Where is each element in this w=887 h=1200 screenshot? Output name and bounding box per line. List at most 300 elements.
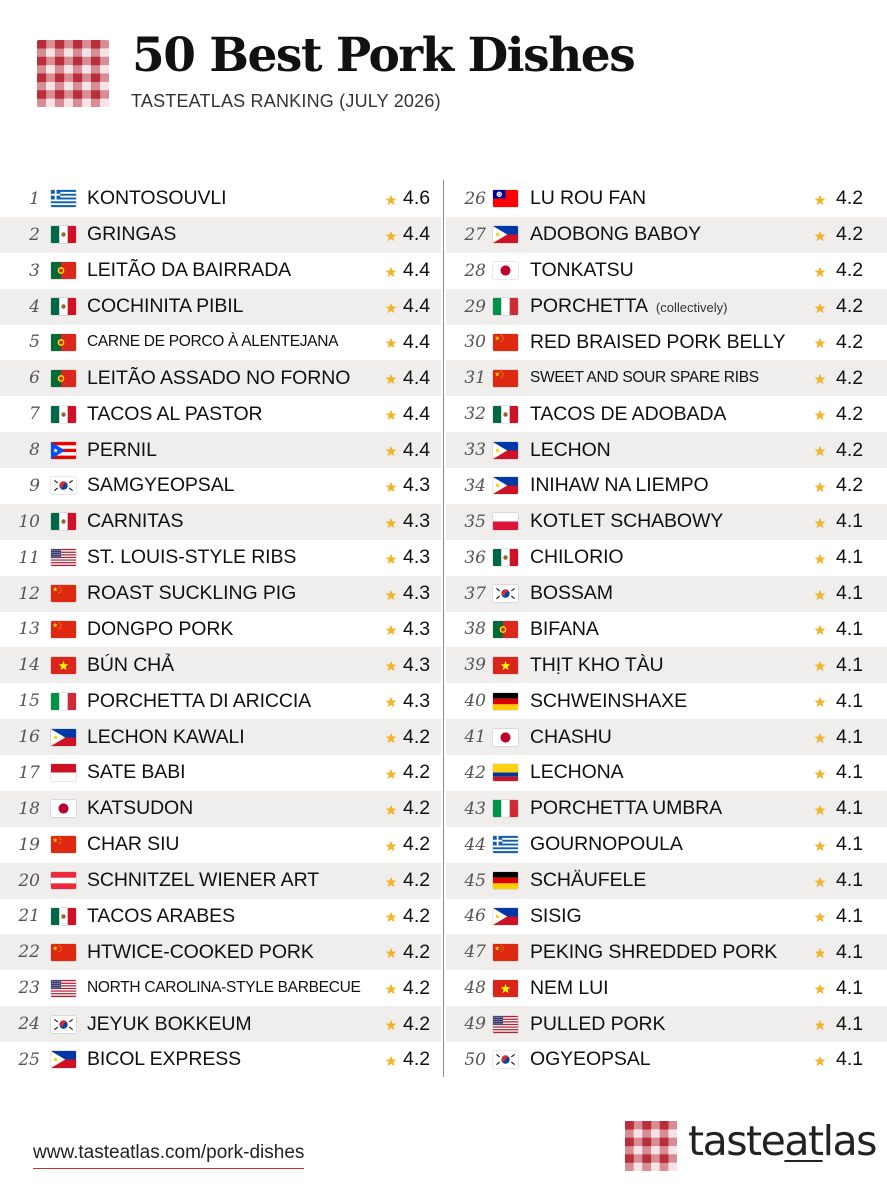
rank-number: 27 bbox=[464, 224, 486, 245]
ranking-row[interactable] bbox=[446, 504, 887, 540]
rank-number: 42 bbox=[464, 762, 486, 783]
dish-name[interactable] bbox=[87, 333, 338, 351]
rating-value: 4.1 bbox=[836, 617, 864, 640]
star-icon bbox=[814, 839, 826, 851]
ranking-row[interactable] bbox=[446, 360, 887, 396]
ranking-row[interactable] bbox=[446, 719, 887, 755]
dish-name[interactable] bbox=[530, 403, 726, 426]
star-icon bbox=[385, 408, 397, 420]
rank-number: 49 bbox=[464, 1014, 486, 1035]
ranking-row[interactable] bbox=[446, 683, 887, 719]
rating-value: 4.3 bbox=[403, 510, 431, 533]
rating-value: 4.1 bbox=[836, 976, 864, 999]
philippines-flag-icon bbox=[493, 908, 518, 925]
star-icon bbox=[814, 731, 826, 743]
mexico-flag-icon bbox=[493, 549, 518, 566]
rank-number: 44 bbox=[464, 834, 486, 855]
rank-number: 24 bbox=[18, 1014, 40, 1035]
rating-value: 4.2 bbox=[403, 904, 431, 927]
dish-name[interactable] bbox=[530, 474, 709, 497]
rating-value: 4.1 bbox=[836, 869, 864, 892]
dish-name-text: LU ROU FAN bbox=[530, 187, 647, 210]
dish-name[interactable] bbox=[530, 905, 582, 928]
dish-name[interactable] bbox=[530, 1048, 650, 1071]
rating-value: 4.4 bbox=[403, 438, 431, 461]
dish-name-text: LEITÃO DA BAIRRADA bbox=[87, 259, 292, 282]
dish-name-text: PORCHETTA bbox=[530, 295, 648, 318]
dish-name-text: RED BRAISED PORK BELLY bbox=[530, 330, 786, 353]
star-icon bbox=[385, 336, 397, 348]
mexico-flag-icon bbox=[493, 406, 518, 423]
dish-name-text: PEKING SHREDDED PORK bbox=[530, 940, 778, 963]
star-icon bbox=[385, 444, 397, 456]
dish-name-text: GRINGAS bbox=[87, 223, 177, 246]
ranking-row[interactable] bbox=[0, 468, 441, 504]
dish-name[interactable] bbox=[87, 187, 226, 210]
usa-flag-icon bbox=[51, 980, 76, 997]
japan-flag-icon bbox=[493, 729, 518, 746]
tablecloth-logo-icon bbox=[37, 40, 109, 107]
dish-name-text: CHASHU bbox=[530, 725, 612, 748]
dish-name[interactable] bbox=[530, 295, 727, 318]
dish-name[interactable] bbox=[530, 1013, 665, 1036]
dish-name-text: NORTH CAROLINA-STYLE BARBECUE bbox=[87, 979, 361, 997]
rank-number: 40 bbox=[464, 691, 486, 712]
ranking-row[interactable] bbox=[0, 970, 441, 1006]
ranking-row[interactable] bbox=[0, 612, 441, 648]
philippines-flag-icon bbox=[51, 729, 76, 746]
ranking-row[interactable] bbox=[446, 468, 887, 504]
dish-name[interactable] bbox=[87, 979, 361, 997]
rank-number: 9 bbox=[29, 475, 40, 496]
dish-name-text: OGYEOPSAL bbox=[530, 1048, 651, 1071]
dish-name-text: CARNITAS bbox=[87, 510, 184, 533]
ranking-row[interactable] bbox=[0, 253, 441, 289]
star-icon bbox=[385, 552, 397, 564]
dish-name[interactable] bbox=[87, 474, 234, 497]
dish-name[interactable] bbox=[530, 977, 608, 1000]
dish-name[interactable] bbox=[530, 833, 683, 856]
dish-name[interactable] bbox=[87, 797, 193, 820]
ranking-row[interactable] bbox=[446, 791, 887, 827]
dish-name[interactable] bbox=[530, 869, 646, 892]
dish-name[interactable] bbox=[530, 654, 664, 677]
germany-flag-icon bbox=[493, 693, 518, 710]
dish-name-text: SCHNITZEL WIENER ART bbox=[87, 869, 320, 892]
dish-name-text: KOTLET SCHABOWY bbox=[530, 510, 724, 533]
rank-number: 11 bbox=[18, 547, 40, 568]
rating-value: 4.4 bbox=[403, 259, 431, 282]
star-icon bbox=[385, 731, 397, 743]
rank-number: 48 bbox=[464, 978, 486, 999]
rating-value: 4.2 bbox=[403, 940, 431, 963]
rank-number: 15 bbox=[18, 691, 40, 712]
ranking-row[interactable] bbox=[0, 540, 441, 576]
dish-name[interactable] bbox=[530, 331, 785, 354]
star-icon bbox=[814, 516, 826, 528]
rating-value: 4.2 bbox=[403, 1012, 431, 1035]
mexico-flag-icon bbox=[51, 226, 76, 243]
greece-flag-icon bbox=[493, 836, 518, 853]
dish-name[interactable] bbox=[530, 259, 634, 282]
dish-name-text: SCHWEINSHAXE bbox=[530, 689, 687, 712]
ranking-row[interactable] bbox=[446, 325, 887, 361]
star-icon bbox=[814, 767, 826, 779]
star-icon bbox=[385, 372, 397, 384]
dish-name-text: SWEET AND SOUR SPARE RIBS bbox=[530, 369, 759, 387]
rating-value: 4.2 bbox=[836, 223, 864, 246]
ranking-row[interactable] bbox=[446, 1042, 887, 1078]
ranking-row[interactable] bbox=[0, 1042, 441, 1078]
dish-name-text: KATSUDON bbox=[87, 797, 194, 820]
rank-number: 50 bbox=[464, 1049, 486, 1070]
rating-value: 4.1 bbox=[836, 510, 864, 533]
rank-number: 16 bbox=[18, 727, 40, 748]
rating-value: 4.1 bbox=[836, 1048, 864, 1071]
portugal-flag-icon bbox=[51, 262, 76, 279]
star-icon bbox=[385, 839, 397, 851]
dish-name-text: CARNE DE PORCO À ALENTEJANA bbox=[87, 333, 339, 351]
dish-name-text: LECHONA bbox=[530, 761, 624, 784]
rank-number: 10 bbox=[18, 511, 40, 532]
dish-name[interactable] bbox=[87, 726, 245, 749]
star-icon bbox=[814, 875, 826, 887]
rank-number: 34 bbox=[464, 475, 486, 496]
dish-name[interactable] bbox=[530, 439, 611, 462]
dish-name[interactable] bbox=[87, 618, 233, 641]
star-icon bbox=[814, 229, 826, 241]
star-icon bbox=[814, 372, 826, 384]
dish-name[interactable] bbox=[87, 367, 350, 390]
star-icon bbox=[814, 946, 826, 958]
rank-number: 17 bbox=[18, 762, 40, 783]
rank-number: 8 bbox=[29, 440, 40, 461]
rank-number: 3 bbox=[29, 260, 40, 281]
greece-flag-icon bbox=[51, 190, 76, 207]
dish-name-text: TONKATSU bbox=[530, 259, 634, 282]
ranking-row[interactable] bbox=[0, 217, 441, 253]
rating-value: 4.2 bbox=[403, 761, 431, 784]
ranking-column-right bbox=[446, 181, 887, 1078]
star-icon bbox=[814, 444, 826, 456]
rank-number: 21 bbox=[18, 906, 40, 927]
ranking-row[interactable] bbox=[446, 540, 887, 576]
star-icon bbox=[814, 695, 826, 707]
rank-number: 39 bbox=[464, 655, 486, 676]
rank-number: 5 bbox=[29, 332, 40, 353]
rank-number: 23 bbox=[18, 978, 40, 999]
dish-name-text: PORCHETTA UMBRA bbox=[530, 797, 723, 820]
dish-name[interactable] bbox=[87, 439, 157, 462]
star-icon bbox=[814, 408, 826, 420]
dish-name-text: LECHON KAWALI bbox=[87, 725, 245, 748]
ranking-row[interactable] bbox=[446, 755, 887, 791]
ranking-row[interactable] bbox=[446, 612, 887, 648]
dish-name-text: CHILORIO bbox=[530, 546, 624, 569]
ranking-row[interactable] bbox=[0, 289, 441, 325]
ranking-row[interactable] bbox=[446, 934, 887, 970]
mexico-flag-icon bbox=[51, 513, 76, 530]
rank-number: 47 bbox=[464, 942, 486, 963]
dish-name-text: INIHAW NA LIEMPO bbox=[530, 474, 709, 497]
ranking-row[interactable] bbox=[0, 719, 441, 755]
dish-name-text: ST. LOUIS-STYLE RIBS bbox=[87, 546, 297, 569]
philippines-flag-icon bbox=[493, 442, 518, 459]
dish-name[interactable] bbox=[87, 654, 174, 677]
rating-value: 4.2 bbox=[403, 833, 431, 856]
star-icon bbox=[385, 623, 397, 635]
south-korea-flag-icon bbox=[51, 1016, 76, 1033]
puerto-rico-flag-icon bbox=[51, 442, 76, 459]
ranking-row[interactable] bbox=[446, 970, 887, 1006]
rating-value: 4.2 bbox=[403, 797, 431, 820]
star-icon bbox=[385, 982, 397, 994]
tasteatlas-logo-icon bbox=[625, 1121, 677, 1171]
ranking-row[interactable] bbox=[446, 899, 887, 935]
rank-number: 45 bbox=[464, 870, 486, 891]
star-icon bbox=[814, 803, 826, 815]
south-korea-flag-icon bbox=[493, 1051, 518, 1068]
rating-value: 4.4 bbox=[403, 330, 431, 353]
colombia-flag-icon bbox=[493, 764, 518, 781]
portugal-flag-icon bbox=[51, 334, 76, 351]
dish-name[interactable] bbox=[87, 582, 296, 605]
dish-name-text: COCHINITA PIBIL bbox=[87, 295, 244, 318]
ranking-column-left bbox=[0, 181, 441, 1078]
dish-name[interactable] bbox=[87, 546, 296, 569]
ranking-row[interactable] bbox=[0, 791, 441, 827]
dish-name[interactable] bbox=[530, 797, 722, 820]
dish-name-text: SISIG bbox=[530, 904, 582, 927]
star-icon bbox=[385, 695, 397, 707]
ranking-row[interactable] bbox=[446, 576, 887, 612]
rank-number: 19 bbox=[18, 834, 40, 855]
rank-number: 33 bbox=[464, 440, 486, 461]
usa-flag-icon bbox=[51, 549, 76, 566]
tasteatlas-wordmark bbox=[688, 1117, 876, 1165]
ranking-row[interactable] bbox=[0, 934, 441, 970]
rating-value: 4.1 bbox=[836, 546, 864, 569]
rating-value: 4.2 bbox=[836, 187, 864, 210]
star-icon bbox=[814, 1018, 826, 1030]
philippines-flag-icon bbox=[493, 477, 518, 494]
rank-number: 12 bbox=[18, 583, 40, 604]
star-icon bbox=[385, 193, 397, 205]
vietnam-flag-icon bbox=[493, 980, 518, 997]
rating-value: 4.2 bbox=[403, 1048, 431, 1071]
dish-name-text: LECHON bbox=[530, 438, 611, 461]
south-korea-flag-icon bbox=[51, 477, 76, 494]
dish-name[interactable] bbox=[87, 761, 185, 784]
rating-value: 4.4 bbox=[403, 223, 431, 246]
source-link[interactable]: www.tasteatlas.com/pork-dishes bbox=[33, 1142, 304, 1169]
dish-name-text: TACOS DE ADOBADA bbox=[530, 402, 727, 425]
rank-number: 4 bbox=[29, 296, 40, 317]
rating-value: 4.2 bbox=[836, 366, 864, 389]
dish-name-text: NEM LUI bbox=[530, 976, 609, 999]
dish-name[interactable] bbox=[87, 295, 243, 318]
dish-name-text: HTWICE-COOKED PORK bbox=[87, 940, 314, 963]
dish-name-text: ADOBONG BABOY bbox=[530, 223, 701, 246]
ranking-row[interactable] bbox=[446, 827, 887, 863]
dish-name-text: GOURNOPOULA bbox=[530, 833, 683, 856]
rating-value: 4.2 bbox=[836, 330, 864, 353]
rank-number: 32 bbox=[464, 404, 486, 425]
dish-name[interactable] bbox=[87, 905, 235, 928]
ranking-row[interactable] bbox=[446, 647, 887, 683]
star-icon bbox=[814, 1054, 826, 1066]
dish-name[interactable] bbox=[530, 726, 612, 749]
dish-name[interactable] bbox=[530, 690, 687, 713]
rank-number: 37 bbox=[464, 583, 486, 604]
rank-number: 43 bbox=[464, 798, 486, 819]
dish-name[interactable] bbox=[530, 369, 759, 387]
ranking-row[interactable] bbox=[0, 899, 441, 935]
dish-name[interactable] bbox=[87, 1013, 252, 1036]
rank-number: 1 bbox=[29, 188, 40, 209]
rank-number: 18 bbox=[18, 798, 40, 819]
rating-value: 4.4 bbox=[403, 402, 431, 425]
dish-name-text: KONTOSOUVLI bbox=[87, 187, 227, 210]
rating-value: 4.3 bbox=[403, 474, 431, 497]
dish-name[interactable] bbox=[530, 761, 624, 784]
ranking-row[interactable] bbox=[0, 755, 441, 791]
dish-name[interactable] bbox=[87, 690, 311, 713]
page-subtitle: TASTEATLAS RANKING (JULY 2026) bbox=[131, 91, 441, 111]
ranking-row[interactable] bbox=[0, 1006, 441, 1042]
ranking-row[interactable] bbox=[446, 396, 887, 432]
ranking-row[interactable] bbox=[0, 396, 441, 432]
dish-name[interactable] bbox=[530, 546, 623, 569]
ranking-row[interactable] bbox=[0, 360, 441, 396]
rank-number: 13 bbox=[18, 619, 40, 640]
germany-flag-icon bbox=[493, 872, 518, 889]
dish-name[interactable] bbox=[530, 582, 613, 605]
ranking-row[interactable] bbox=[0, 827, 441, 863]
dish-name[interactable] bbox=[87, 869, 319, 892]
dish-name-text: PERNIL bbox=[87, 438, 157, 461]
mexico-flag-icon bbox=[51, 406, 76, 423]
poland-flag-icon bbox=[493, 513, 518, 530]
rank-number: 46 bbox=[464, 906, 486, 927]
ranking-row[interactable] bbox=[0, 432, 441, 468]
italy-flag-icon bbox=[493, 298, 518, 315]
rating-value: 4.3 bbox=[403, 582, 431, 605]
ranking-row[interactable] bbox=[446, 863, 887, 899]
rank-number: 20 bbox=[18, 870, 40, 891]
ranking-row[interactable] bbox=[446, 181, 887, 217]
mexico-flag-icon bbox=[51, 298, 76, 315]
rank-number: 2 bbox=[29, 224, 40, 245]
dish-name[interactable] bbox=[530, 510, 723, 533]
taiwan-flag-icon bbox=[493, 190, 518, 207]
rating-value: 4.1 bbox=[836, 833, 864, 856]
rating-value: 4.1 bbox=[836, 582, 864, 605]
rank-number: 29 bbox=[464, 296, 486, 317]
rating-value: 4.6 bbox=[403, 187, 431, 210]
ranking-row[interactable] bbox=[0, 683, 441, 719]
rank-number: 30 bbox=[464, 332, 486, 353]
ranking-row[interactable] bbox=[446, 217, 887, 253]
ranking-row[interactable] bbox=[446, 289, 887, 325]
ranking-row[interactable] bbox=[446, 432, 887, 468]
china-flag-icon bbox=[51, 621, 76, 638]
dish-name-text: PORCHETTA DI ARICCIA bbox=[87, 689, 312, 712]
dish-name[interactable] bbox=[87, 510, 183, 533]
philippines-flag-icon bbox=[493, 226, 518, 243]
rating-value: 4.1 bbox=[836, 797, 864, 820]
china-flag-icon bbox=[51, 585, 76, 602]
rank-number: 38 bbox=[464, 619, 486, 640]
star-icon bbox=[385, 1054, 397, 1066]
dish-name[interactable] bbox=[87, 1048, 241, 1071]
ranking-row[interactable] bbox=[0, 181, 441, 217]
dish-name-text: JEYUK BOKKEUM bbox=[87, 1012, 252, 1035]
star-icon bbox=[385, 875, 397, 887]
rank-number: 7 bbox=[29, 404, 40, 425]
star-icon bbox=[385, 946, 397, 958]
star-icon bbox=[814, 910, 826, 922]
south-korea-flag-icon bbox=[493, 585, 518, 602]
dish-name[interactable] bbox=[530, 187, 646, 210]
rating-value: 4.2 bbox=[836, 259, 864, 282]
ranking-row[interactable] bbox=[0, 325, 441, 361]
dish-name-text: TACOS AL PASTOR bbox=[87, 402, 263, 425]
star-icon bbox=[385, 480, 397, 492]
dish-name[interactable] bbox=[87, 223, 176, 246]
ranking-row[interactable] bbox=[0, 647, 441, 683]
japan-flag-icon bbox=[51, 800, 76, 817]
star-icon bbox=[814, 588, 826, 600]
dish-name[interactable] bbox=[87, 833, 179, 856]
usa-flag-icon bbox=[493, 1016, 518, 1033]
dish-name[interactable] bbox=[530, 941, 777, 964]
rating-value: 4.1 bbox=[836, 725, 864, 748]
china-flag-icon bbox=[51, 944, 76, 961]
dish-name-text: SATE BABI bbox=[87, 761, 186, 784]
dish-name[interactable] bbox=[87, 941, 314, 964]
dish-name[interactable] bbox=[87, 259, 291, 282]
star-icon bbox=[814, 265, 826, 277]
mexico-flag-icon bbox=[51, 908, 76, 925]
dish-name-text: SAMGYEOPSAL bbox=[87, 474, 235, 497]
star-icon bbox=[385, 803, 397, 815]
rating-value: 4.3 bbox=[403, 689, 431, 712]
rank-number: 26 bbox=[464, 188, 486, 209]
rating-value: 4.3 bbox=[403, 546, 431, 569]
page-title: 50 Best Pork Dishes bbox=[132, 28, 635, 83]
vietnam-flag-icon bbox=[51, 657, 76, 674]
ranking-row[interactable] bbox=[0, 576, 441, 612]
vietnam-flag-icon bbox=[493, 657, 518, 674]
rating-value: 4.3 bbox=[403, 653, 431, 676]
star-icon bbox=[385, 229, 397, 241]
ranking-row[interactable] bbox=[0, 504, 441, 540]
dish-name[interactable] bbox=[87, 403, 263, 426]
dish-name-text: PULLED PORK bbox=[530, 1012, 666, 1035]
dish-name-text: BÚN CHẢ bbox=[87, 653, 175, 676]
ranking-row[interactable] bbox=[446, 1006, 887, 1042]
ranking-row[interactable] bbox=[446, 253, 887, 289]
ranking-row[interactable] bbox=[0, 863, 441, 899]
dish-name[interactable] bbox=[530, 618, 599, 641]
rating-value: 4.2 bbox=[836, 474, 864, 497]
star-icon bbox=[814, 623, 826, 635]
star-icon bbox=[385, 659, 397, 671]
rating-value: 4.1 bbox=[836, 940, 864, 963]
dish-name[interactable] bbox=[530, 223, 701, 246]
austria-flag-icon bbox=[51, 872, 76, 889]
